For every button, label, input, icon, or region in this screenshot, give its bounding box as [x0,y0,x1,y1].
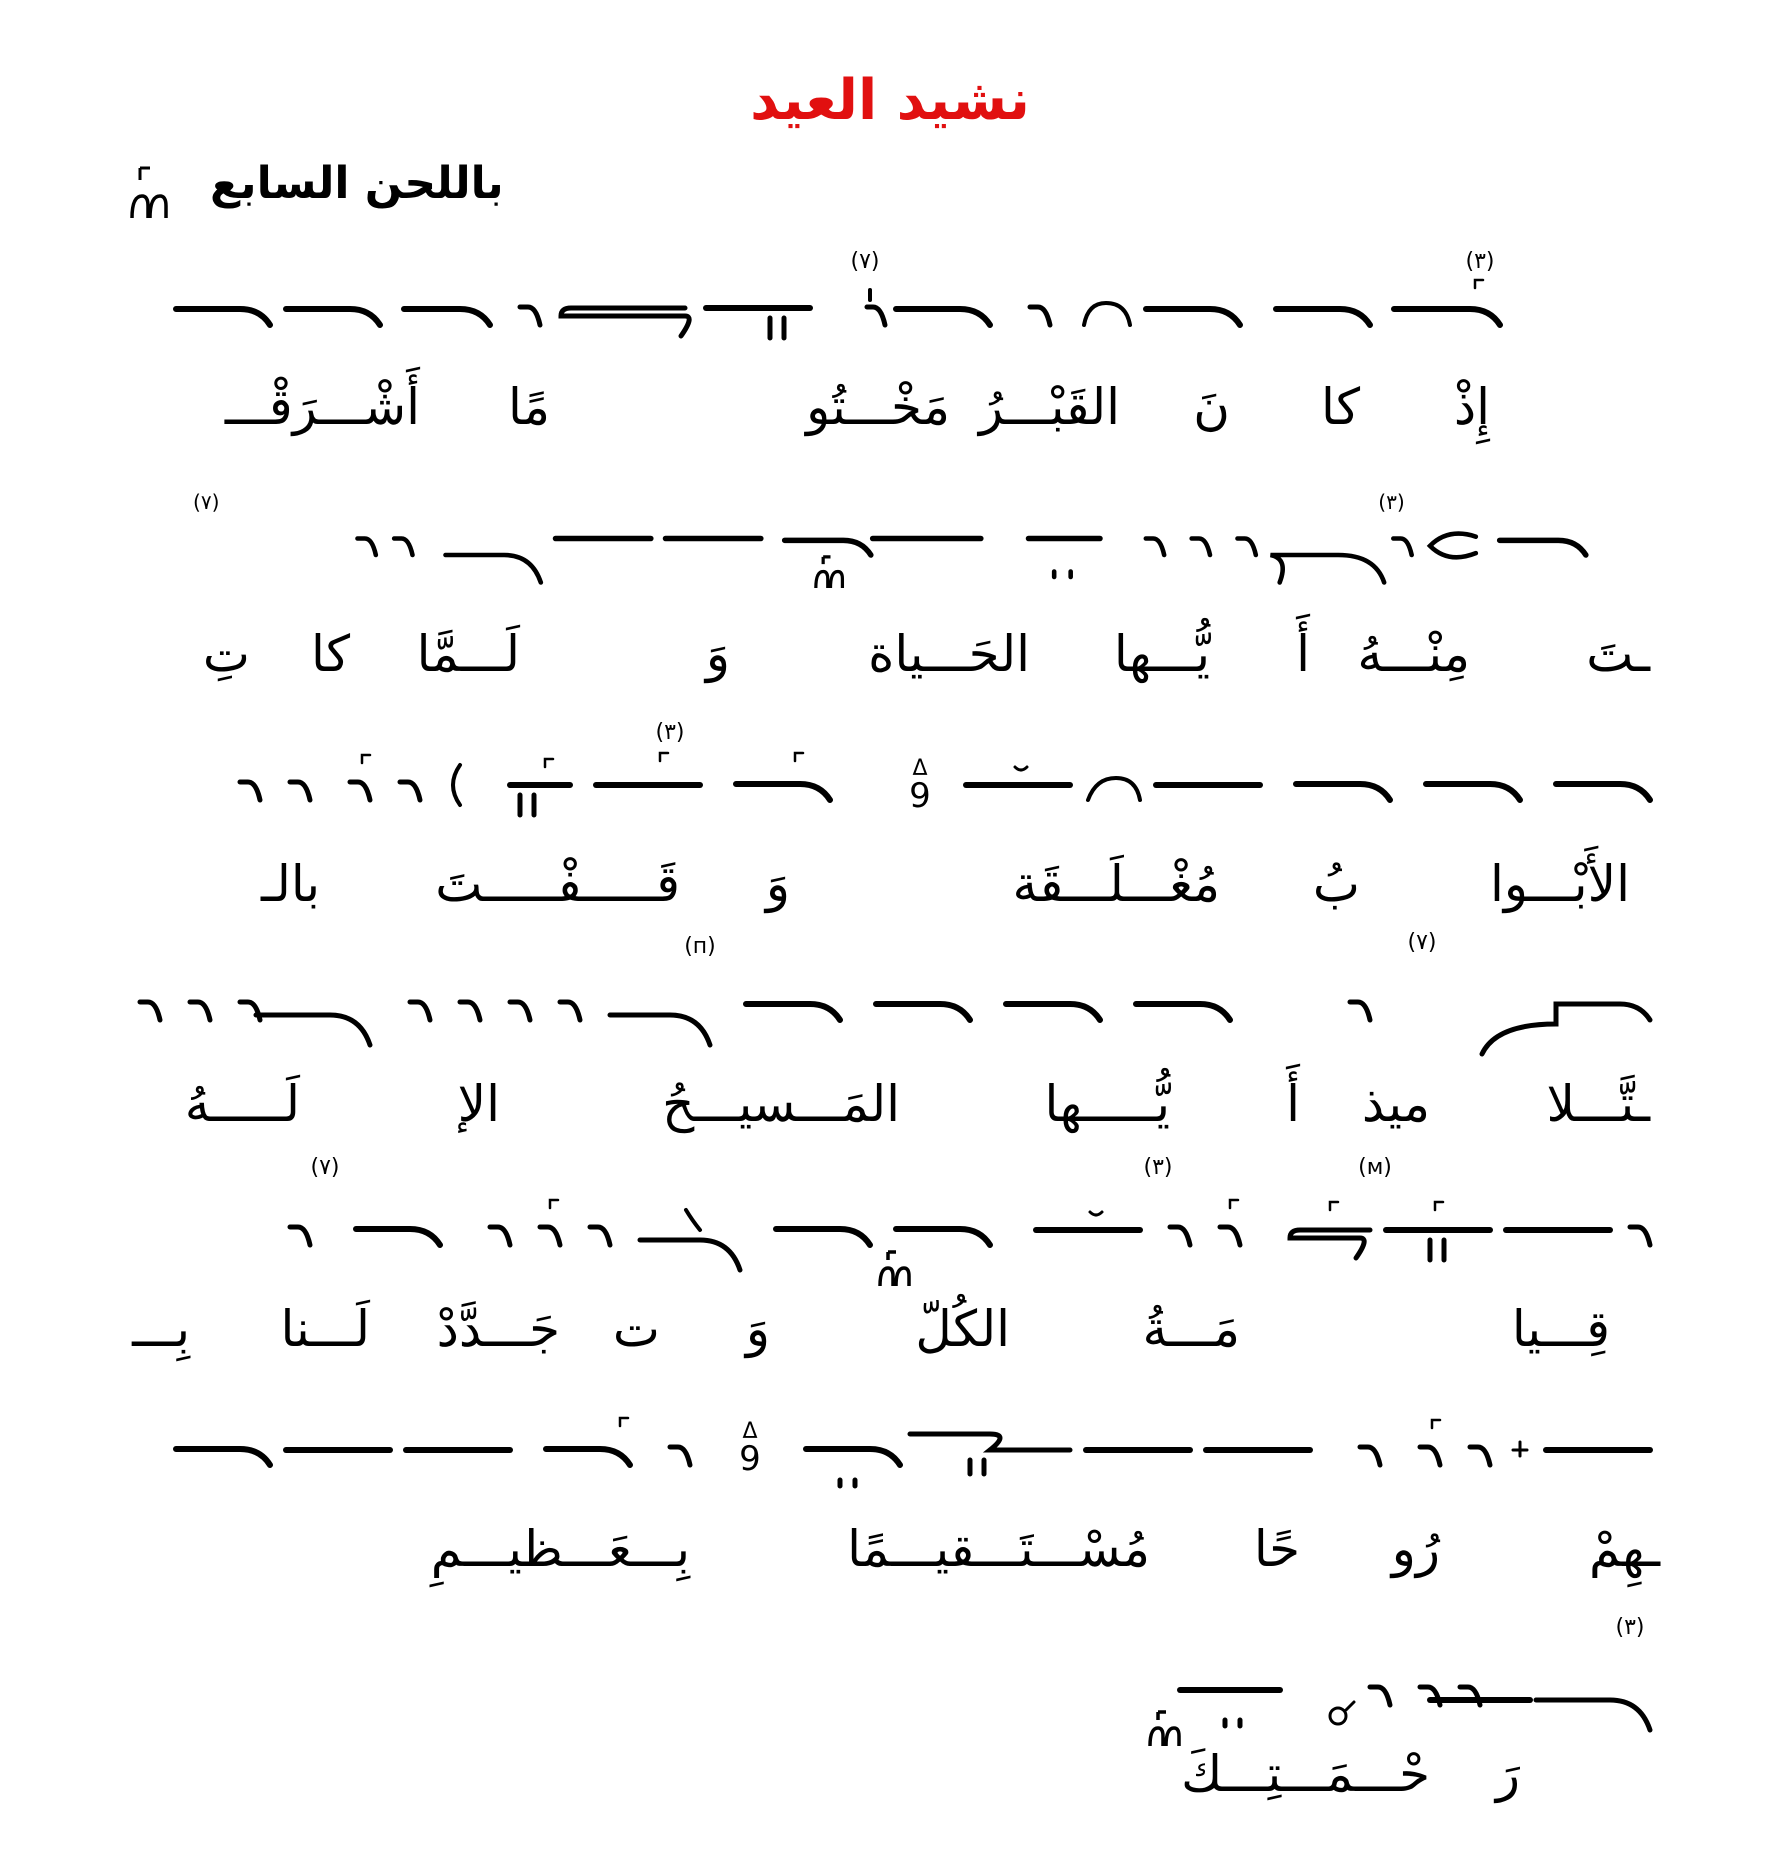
lyric-word: لَـــمَّا [416,625,520,683]
svg-text:9: 9 [909,776,931,816]
svg-text:(٧): (٧) [192,490,220,515]
lyric-word: قِـــيا [1511,1300,1610,1358]
lyric-word: أَ [1296,625,1310,683]
neume-row-7 [110,1615,1650,1760]
lyric-word: بِـــعَـــظيـــمِ [430,1520,690,1578]
lyric-word: يُّـــها [1113,625,1210,683]
lyric-word: قَـــــفْـــــتَ [435,855,680,913]
lyric-word: بُ [1312,855,1360,913]
lyrics-row-5 [110,1300,1650,1390]
lyric-word: ـهِمْ [1589,1520,1660,1578]
tone-subtitle: باللحن السابع [210,158,504,209]
lyric-word: ميذ [1361,1075,1430,1133]
lyric-word: المَـــسيـــحُ [662,1075,900,1133]
lyric-word: الإ [457,1075,500,1133]
lyric-word: بالـ [260,855,320,913]
lyrics-row-7 [110,1745,1650,1835]
svg-text:(٧): (٧) [310,1155,340,1180]
lyric-word: مَـــةُ [1142,1300,1240,1358]
lyric-word: القَبْـــرُ [978,378,1120,436]
lyric-word: حًا [1253,1520,1300,1578]
lyric-word: الأَبْـــوا [1490,855,1630,913]
svg-text:Δ: Δ [912,756,928,781]
tone-mark-icon [126,160,172,230]
lyric-word: وَ [745,1300,770,1358]
svg-text:(٣): (٣) [655,720,685,745]
svg-text:(٣): (٣) [1465,249,1495,274]
neume-row-2 [110,490,1650,610]
neume-row-1 [110,249,1650,380]
svg-text:(м): (м) [1358,1155,1392,1180]
lyric-word: أَ [1286,1075,1300,1133]
lyric-word: نَ [1193,378,1230,436]
lyric-word: مِنْـــهُ [1357,625,1470,683]
lyric-word: جَـــدَّدْ [436,1300,560,1358]
lyric-word: مُغْـــلَـــقَة [1012,855,1220,913]
svg-text:(٧): (٧) [850,249,880,274]
lyric-word: الحَـــياة [868,625,1030,683]
lyric-word: بِـــ [132,1300,190,1358]
lyric-word: يُّـــــها [1044,1075,1170,1133]
lyric-word: مُسْـــتَـــقيـــمًا [847,1520,1150,1578]
lyric-word: كا [1320,378,1360,436]
lyric-word: لَـــنا [280,1300,370,1358]
lyric-word: مَخْـــتُو [806,378,950,436]
svg-text:Δ: Δ [742,1419,758,1444]
lyric-word: تِ [202,625,250,683]
lyric-word: وَ [705,625,730,683]
lyric-word: رَ [1495,1745,1520,1803]
lyric-word: كا [310,625,350,683]
neume-row-4 [110,930,1650,1075]
lyrics-row-2 [110,625,1650,715]
lyrics-row-4 [110,1075,1650,1165]
svg-text:(٧): (٧) [1407,930,1437,955]
lyric-word: الكُلّ [915,1300,1010,1358]
svg-text:(٣): (٣) [1378,490,1405,515]
svg-text:(٣): (٣) [1143,1155,1173,1180]
lyric-word: وَ [765,855,790,913]
neume-row-5 [110,1155,1650,1300]
lyrics-row-6 [110,1520,1660,1610]
lyric-word: رُو [1391,1520,1440,1578]
lyric-word: إِذْ [1453,378,1490,436]
page-title: نشيد العيد [750,68,1030,133]
lyric-word: لَـــــهُ [184,1075,300,1133]
neume-row-6 [110,1410,1650,1520]
lyric-word: ـتَّـــلا [1546,1075,1650,1133]
svg-text:(٣): (٣) [1615,1615,1645,1640]
neume-row-3 [110,720,1650,855]
svg-text:(п): (п) [684,934,716,959]
svg-text:9: 9 [739,1439,761,1479]
lyric-word: أَشْـــرَقْـــ [224,378,420,436]
lyric-word: حْـــمَـــتِـــكَ [1181,1745,1430,1803]
lyric-word: ت [612,1300,660,1358]
lyrics-row-1 [110,378,1650,468]
lyric-word: ـتَ [1586,625,1650,683]
lyric-word: مًا [507,378,550,436]
